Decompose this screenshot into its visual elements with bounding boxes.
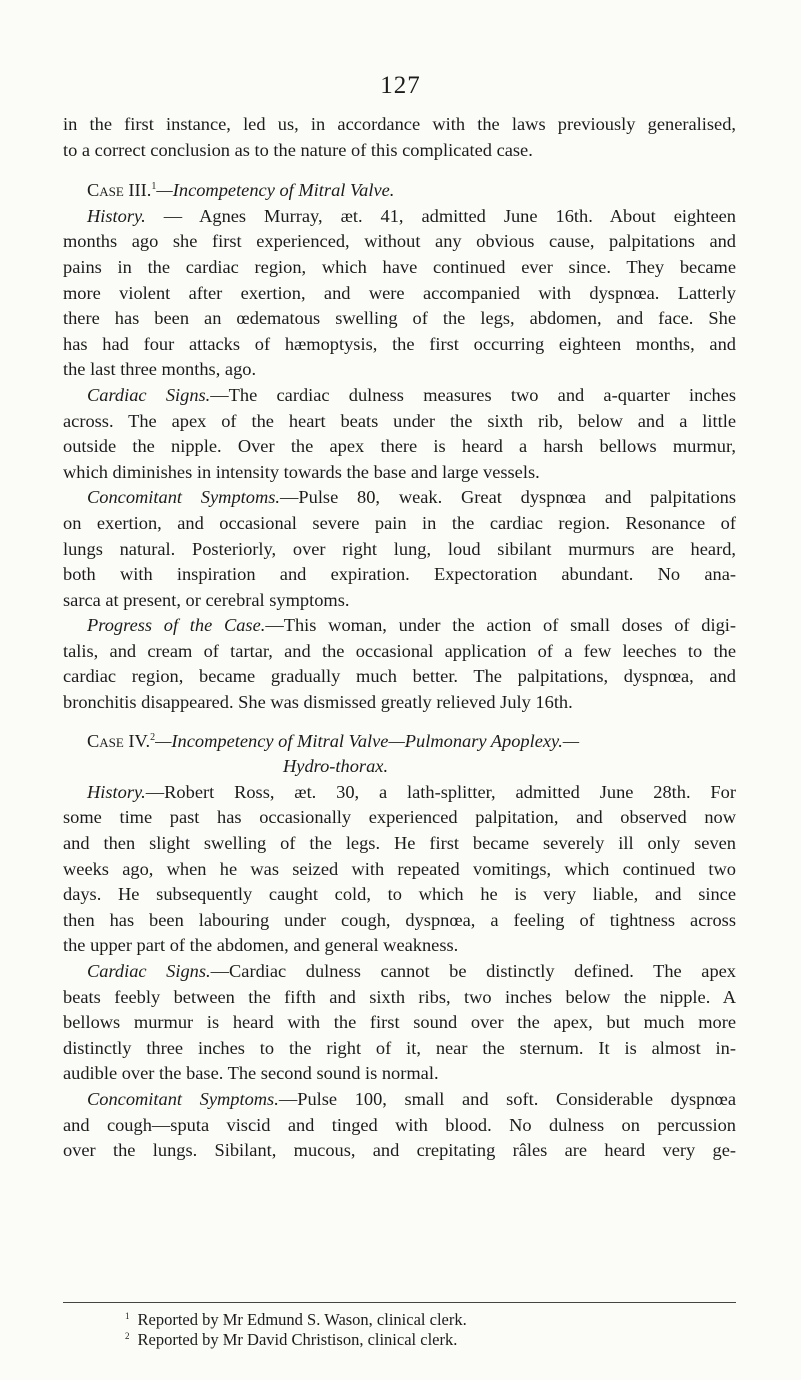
text-line: has had four attacks of hæmoptysis, the first occurring eighteen months, and	[63, 333, 736, 354]
section-label: History.	[87, 205, 146, 226]
text-line: Cardiac Signs.—Cardiac dulness cannot be distinctly defined. The apex	[87, 961, 736, 981]
text-line: days. He subsequently caught cold, to which he is very liable, and since	[63, 884, 736, 905]
section-label: Progress of the Case.	[87, 615, 266, 636]
text-line: distinctly three inches to the right of it, near the sternum. It is almost in-	[63, 1037, 736, 1058]
case-title: —Incompetency of Mitral Valve—Pulmonary Apoplexy.—	[155, 730, 580, 751]
section-label: Cardiac Signs.	[87, 384, 211, 405]
case-label: Case IV.	[87, 730, 151, 751]
footnote	[125, 1330, 725, 1350]
text-line: sarca at present, or cerebral symptoms.	[63, 589, 350, 610]
text-line: outside the nipple. Over the apex there is heard a harsh bellows murmur,	[63, 436, 736, 457]
case-title: —Incompetency of Mitral Valve.	[156, 180, 395, 201]
footnote-text: Reported by Mr David Christison, clinical clerk.	[137, 1330, 458, 1349]
text-line: there has been an œdematous swelling of the legs, abdomen, and face. She	[63, 308, 736, 329]
footnote-divider	[63, 1302, 736, 1303]
text-line: cardiac region, became gradually much better. The palpitations, dyspnœa, and	[63, 666, 736, 687]
case-label: Case III.	[87, 180, 152, 201]
footnote-ref: 1	[151, 181, 157, 193]
text-line: lungs natural. Posteriorly, over right lung, loud sibilant murmurs are heard,	[63, 538, 736, 559]
text-line: months ago she first experienced, without any obvious cause, palpitations and	[63, 231, 736, 252]
text-line: Cardiac Signs.—The cardiac dulness measures two and a-quarter inches	[87, 384, 736, 405]
text-line: some time past has occasionally experienced palpitation, and observed now	[63, 807, 736, 828]
text-line: the upper part of the abdomen, and general weakness.	[63, 935, 459, 956]
section-label: Cardiac Signs.	[87, 961, 211, 981]
text-line: talis, and cream of tartar, and the occasional application of a few leeches to the	[63, 640, 736, 661]
footnote-mark: 2	[125, 1331, 130, 1341]
text-line: both with inspiration and expiration. Expectoration abundant. No ana-	[63, 564, 736, 585]
case-title-continued: Hydro-thorax.	[283, 756, 389, 777]
page-number: 127	[380, 72, 421, 99]
text-line: Concomitant Symptoms.—Pulse 80, weak. Great dyspnœa and palpitations	[87, 487, 736, 508]
footnotes	[125, 1310, 725, 1350]
text-line: bronchitis disappeared. She was dismissed greatly relieved July 16th.	[63, 692, 573, 713]
text-line: pains in the cardiac region, which have continued ever since. They became	[63, 256, 736, 277]
text-line: beats feebly between the fifth and sixth ribs, two inches below the nipple. A	[63, 986, 736, 1007]
case-heading	[63, 178, 736, 204]
text-line: Progress of the Case.—This woman, under the action of small doses of digi-	[87, 615, 736, 636]
footnote-text: Reported by Mr Edmund S. Wason, clinical clerk.	[137, 1310, 467, 1329]
text-line: then has been labouring under cough, dyspnœa, a feeling of tightness across	[63, 909, 736, 930]
text-line: across. The apex of the heart beats under the sixth rib, below and a little	[63, 410, 736, 431]
text-line: History. — Agnes Murray, æt. 41, admitted June 16th. About eighteen	[87, 205, 736, 226]
body-text	[63, 112, 736, 1164]
text-line: and then slight swelling of the legs. He first became severely ill only seven	[63, 833, 736, 854]
footnote	[125, 1310, 725, 1330]
text-line: audible over the base. The second sound is normal.	[63, 1063, 439, 1084]
section-label: History.	[87, 781, 146, 802]
text-line: History.—Robert Ross, æt. 30, a lath-splitter, admitted June 28th. For	[87, 781, 736, 802]
text-line: bellows murmur is heard with the first sound over the apex, but much more	[63, 1012, 736, 1033]
footnote-mark: 1	[125, 1311, 130, 1321]
text-line: to a correct conclusion as to the nature of this complicated case.	[63, 139, 533, 160]
footnote-ref: 2	[150, 731, 156, 743]
text-line: which diminishes in intensity towards the base and large vessels.	[63, 461, 540, 482]
text-line: in the first instance, led us, in accordance with the laws previously generalised,	[63, 114, 736, 134]
section-label: Concomitant Symptoms.	[87, 487, 280, 508]
text-line: over the lungs. Sibilant, mucous, and crepitating râles are heard very ge-	[63, 1140, 736, 1161]
text-line: Concomitant Symptoms.—Pulse 100, small and soft. Considerable dyspnœa	[87, 1088, 736, 1109]
text-line: weeks ago, when he was seized with repeated vomitings, which continued two	[63, 858, 736, 879]
case-heading	[63, 729, 736, 755]
text-line: the last three months, ago.	[63, 359, 257, 380]
text-line: on exertion, and occasional severe pain in the cardiac region. Resonance of	[63, 512, 736, 533]
section-label: Concomitant Symptoms.	[87, 1088, 279, 1109]
text-line: more violent after exertion, and were accompanied with dyspnœa. Latterly	[63, 282, 736, 303]
text-line: and cough—sputa viscid and tinged with blood. No dulness on percussion	[63, 1114, 736, 1135]
